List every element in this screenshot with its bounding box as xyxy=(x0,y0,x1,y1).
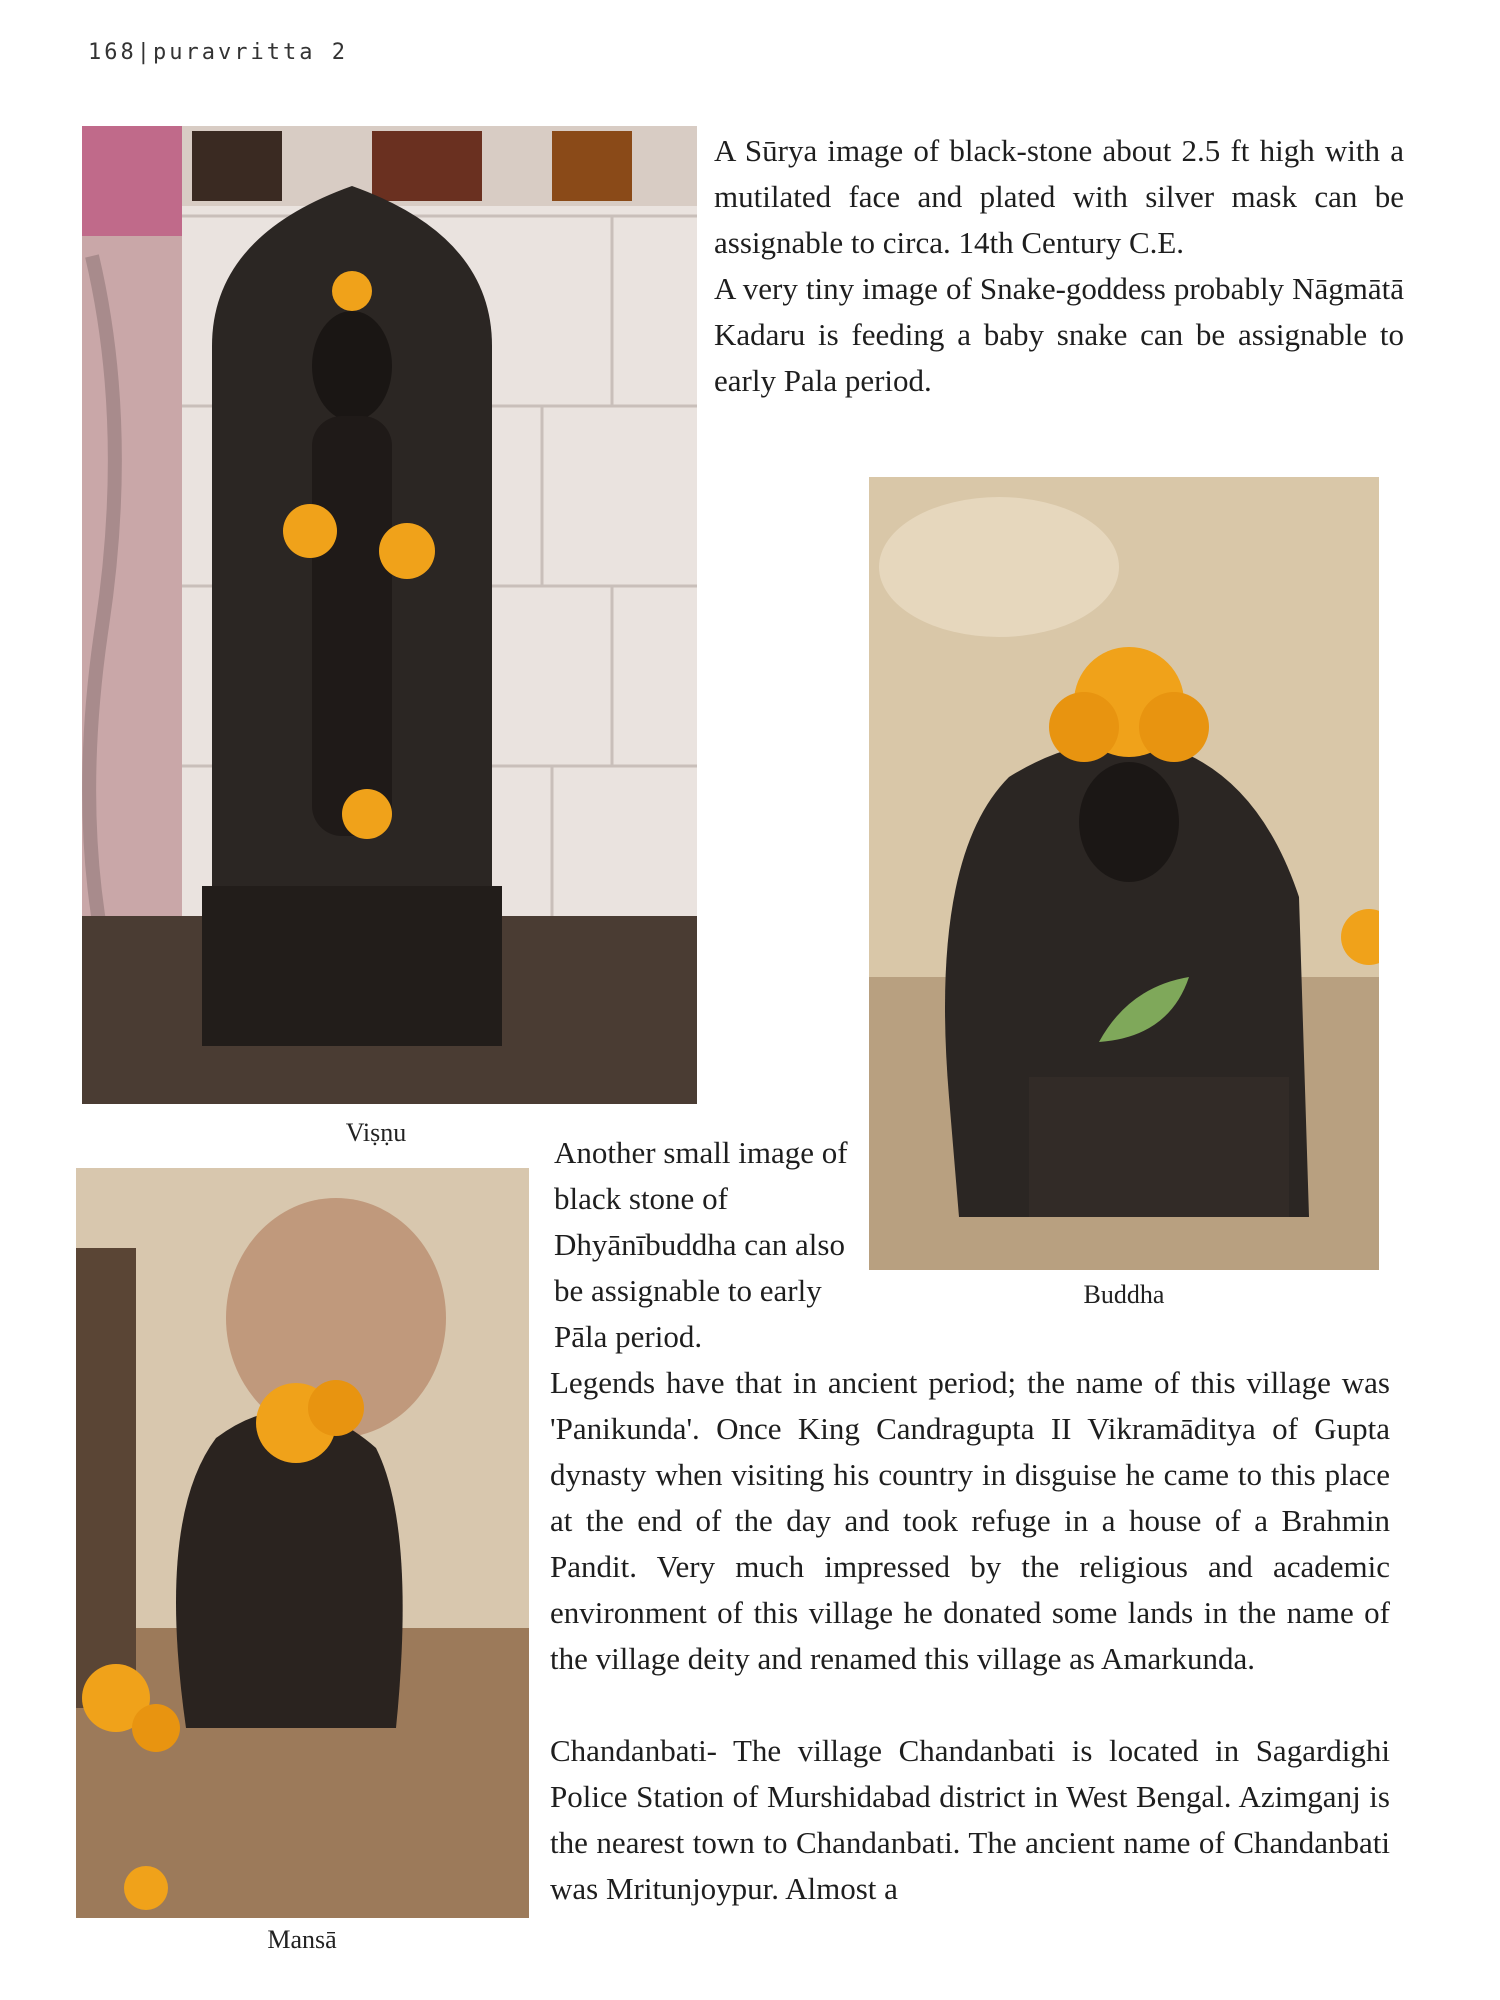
paragraph-surya: A Sūrya image of black-stone about 2.5 ft high with a mutilated face and plated with silver mask can be assignable to circa. 14th Century C.E. xyxy=(714,133,1404,260)
buddha-photo xyxy=(869,477,1379,1270)
running-header xyxy=(88,40,348,65)
paragraph-dhyanibuddha: Another small image of black stone of Dhyānībuddha can also be assignable to early Pāla period. xyxy=(554,1135,848,1354)
page-number: 168 xyxy=(88,40,137,65)
vishnu-photo xyxy=(82,126,697,1104)
paragraph-snake-goddess: A very tiny image of Snake-goddess probably Nāgmātā Kadaru is feeding a baby snake can be assignable to early Pala period. xyxy=(714,271,1404,398)
journal-title: puravritta 2 xyxy=(153,40,348,65)
mansa-caption: Mansā xyxy=(267,1925,337,1954)
paragraph-legends: Legends have that in ancient period; the name of this village was 'Panikunda'. Once King Candragupta II Vikramāditya of Gupta dynasty when visiting his country in disguise he came to this place at the end of the day and took refuge in a house of a Brahmin Pandit. Very much impressed by the religious and academic environment of this village he donated some lands in the name of the village deity and renamed this village as Amarkunda. xyxy=(550,1365,1390,1676)
header-divider: | xyxy=(136,40,153,65)
buddha-caption: Buddha xyxy=(1083,1280,1165,1309)
paragraph-chandanbati: Chandanbati- The village Chandanbati is located in Sagardighi Police Station of Murshidabad district in West Bengal. Azimganj is the nearest town to Chandanbati. The ancient name of Chandanbati was Mritunjoypur. Almost a xyxy=(550,1733,1390,1906)
vishnu-caption: Viṣṇu xyxy=(345,1118,407,1147)
mansa-photo xyxy=(76,1168,529,1918)
